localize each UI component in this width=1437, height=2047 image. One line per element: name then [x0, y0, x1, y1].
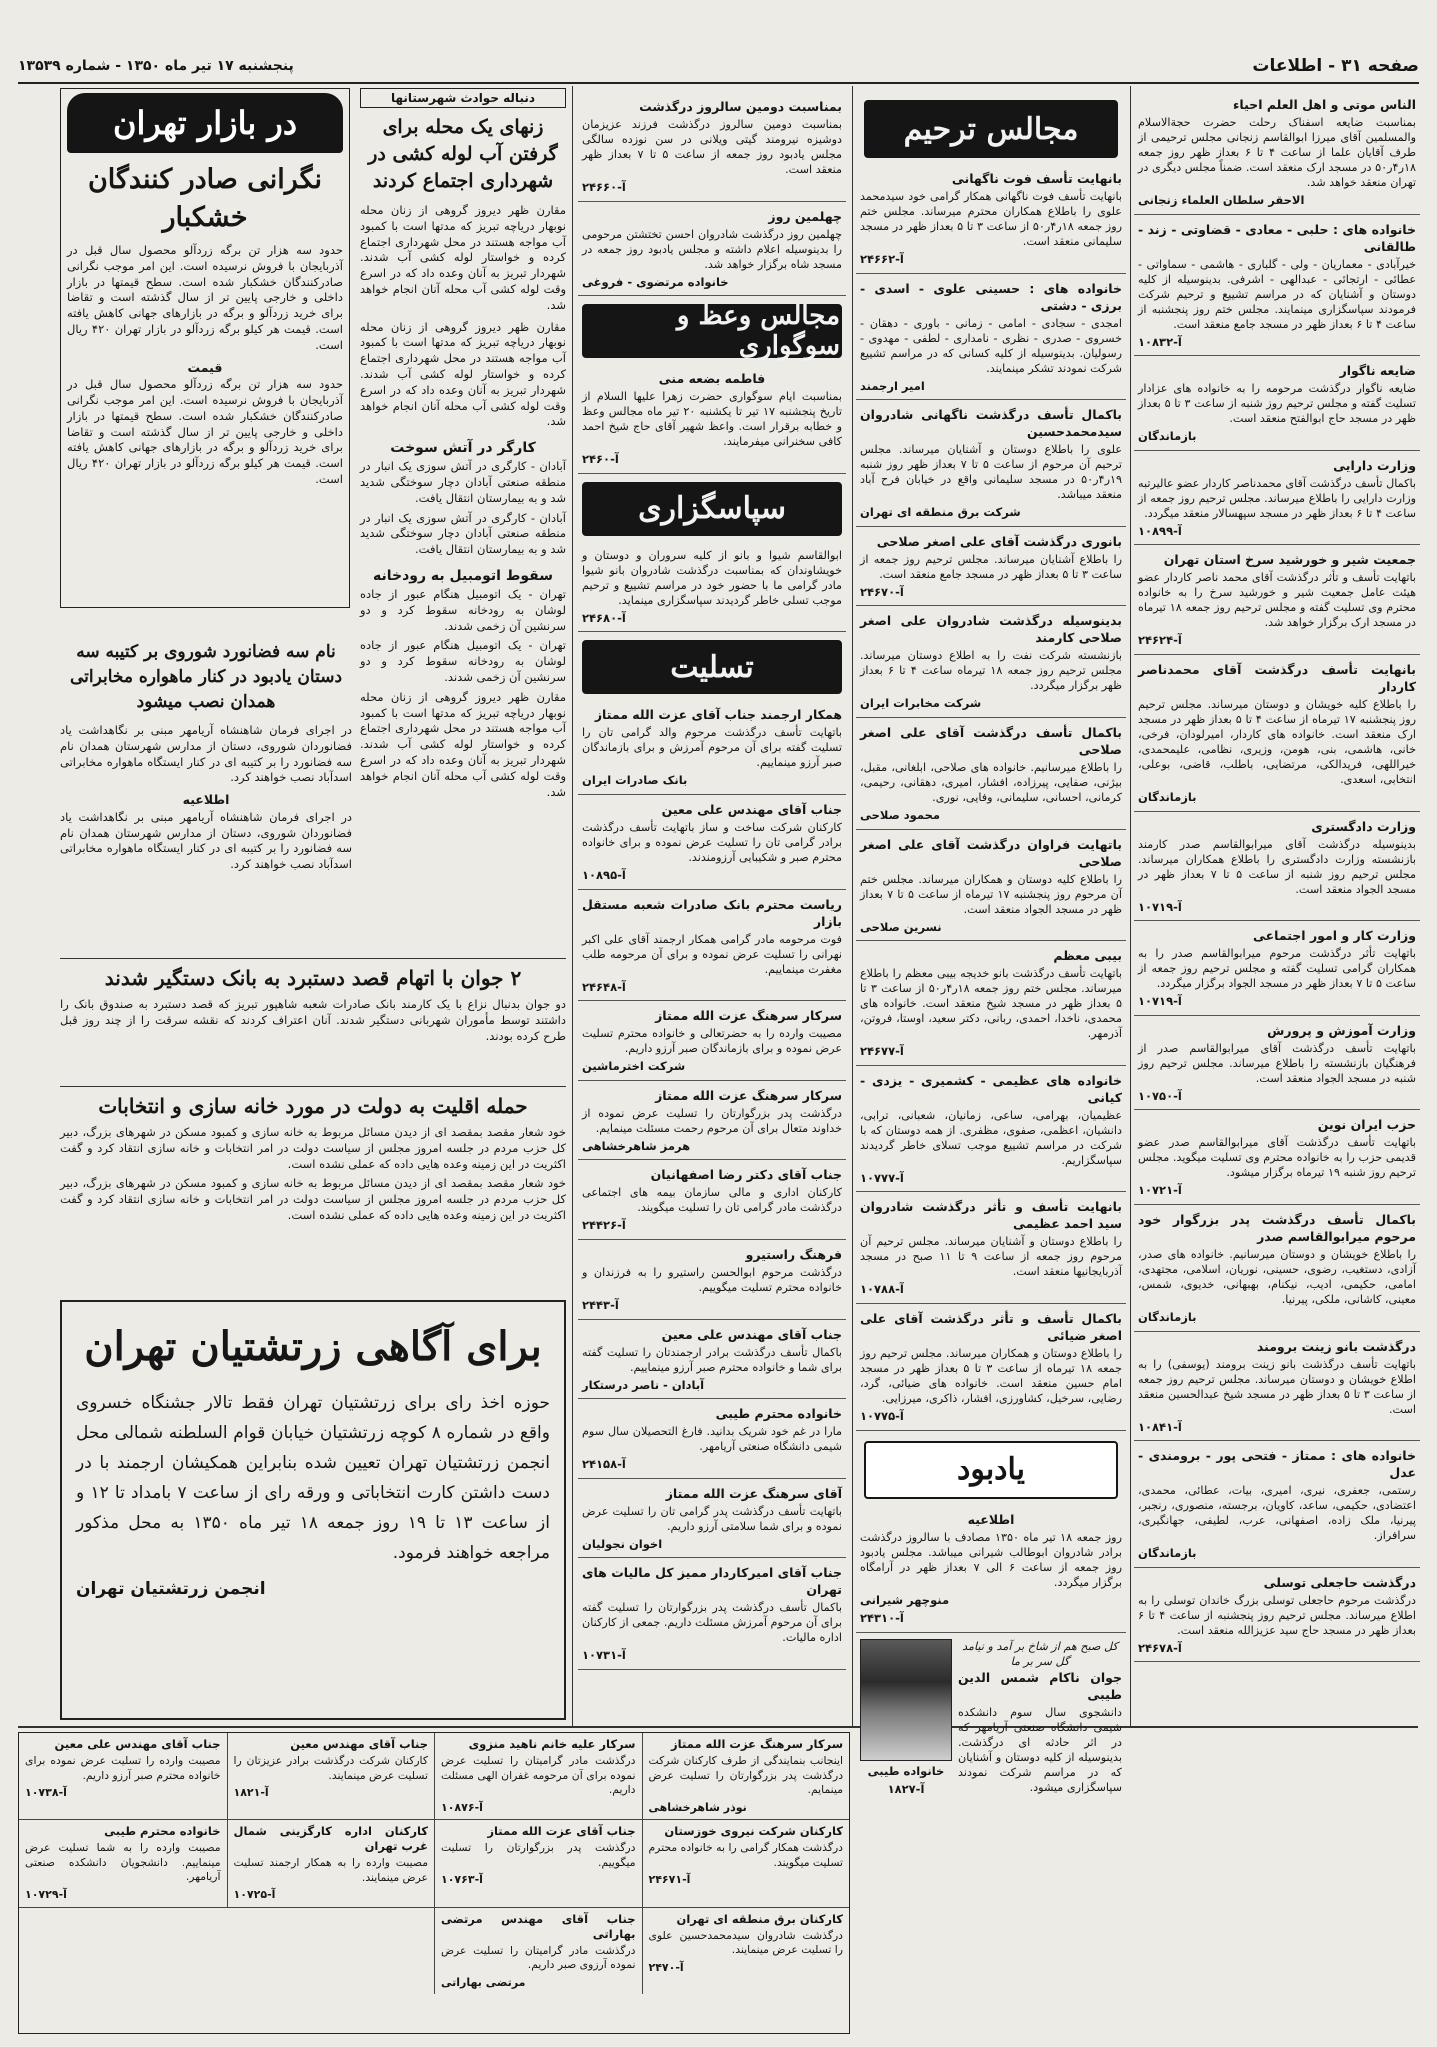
bottom-ad: خانواده محترم طیبی مصیبت وارده را به شما تسلیت عرض مینماییم. دانشجویان دانشکده صنعتی آریامهر. آ-۱۰۷۲۹ — [19, 1820, 227, 1908]
tarhim-notice: خانواده های عظیمی - کشمیری - یزدی - کیانی عظیمیان، بهرامی، ساعی، زمانیان، شعبانی، ترابی، دانشیان، اعظمی، صفوی، مظفری. از همه دوستان که با شرکت در مراسم تشییع موجب تسلای خاطر گردیدند سپاسگزاریم. آ-۱۰۷۷۷ — [856, 1066, 1126, 1193]
taslit-section-title: تسلیت — [670, 649, 754, 685]
taslit-section-banner — [582, 640, 842, 694]
worker-headline: کارگر در آتش سوخت — [390, 440, 536, 457]
vaz-notice: فاطمه بضعه منی بمناسبت ایام سوگواری حضرت زهرا علیها السلام از تاریخ پنجشنبه ۱۷ تیر تا یکشنبه ۲۰ تیر ماه مجالس وعظ و خطابه برقرار است. واعظ شهیر آقای حاج شیخ احمد کافی سخنرانی میفرمایند. آ-۲۴۶۰ — [578, 364, 846, 474]
bazar-box: در بازار تهران نگرانی صادر کنندگان خشکبار حدود سه هزار تن برگه زردآلو محصول سال قبل در آذربایجان با فروش نرسیده است. این امر موجب نگرانی صادرکنندگان خشکبار شده است. سطح قیمتها در بازار داخلی و خارجی پایین تر از سال گذشته است و تقاضا برای خرید زردآلو و برگه در بازارهای جهانی کاهش یافته است. قیمت هر کیلو برگه زردآلو در بازار تهران ۴۲۰ ریال است. قیمت حدود سه هزار تن برگه زردآلو محصول سال قبل در آذربایجان با فروش نرسیده است. این امر موجب نگرانی صادرکنندگان خشکبار شده است. سطح قیمتها در بازار داخلی و خارجی پایین تر از سال گذشته است و تقاضا برای خرید زردآلو و برگه در بازارهای جهانی کاهش یافته است. قیمت هر کیلو برگه زردآلو در بازار تهران ۴۲۰ ریال است. — [60, 88, 350, 608]
tarhim-notice: باکمال تأسف درگذشت ناگهانی شادروان سیدمحمدحسین علوی را باطلاع دوستان و آشنایان میرساند. مجلس ترحیم آن مرحوم از ساعت ۵ تا ۷ بعداز ظهر روز شنبه ۱۹ر۴ر۵۰ در مسجد سلیمانی واقع در خیابان فرح آباد منعقد میباشد. شرکت برق منطقه ای تهران — [856, 400, 1126, 527]
vaz-section-banner — [582, 301, 842, 362]
yadbood-section-title: یادبود — [956, 1452, 1026, 1488]
bottom-ad: کارکنان برق منطقه ای تهران درگذشت شادروان سیدمحمدحسین علوی را تسلیت عرض مینمایند. آ-۲۴۷۰ — [642, 1908, 850, 1995]
tarhim-notice: خانواده های : حلبی - معادی - قضاوتی - زند - طالقانی خیرآبادی - معماریان - ولی - گلباری - هاشمی - سماواتی - عطائی - ارتجائی - عبدالهی - اشرفی. بدینوسیله از کلیه دوستان و آشنایان که در مراسم تشییع و ترحیم شرکت فرمودند سپاسگزاری مینمایند. مجلس ختم روز پنجشنبه از ساعت ۴ تا ۶ بعداز ظهر در مسجد جامع منعقد است. آ-۱۰۸۳۲ — [1134, 215, 1420, 357]
bazar-body: حدود سه هزار تن برگه زردآلو محصول سال قبل در آذربایجان با فروش نرسیده است. این امر موجب نگرانی صادرکنندگان خشکبار شده است. سطح قیمتها در بازار داخلی و خارجی پایین تر از سال گذشته است و تقاضا برای خرید زردآلو و برگه در بازارهای جهانی کاهش یافته است. قیمت هر کیلو برگه زردآلو در بازار تهران ۴۲۰ ریال است. — [67, 243, 343, 352]
page-header — [18, 50, 1419, 84]
tarhim-notice: خانواده های : حسینی علوی - اسدی - برزی - دشتی امجدی - سجادی - امامی - زمانی - باوری - دهقان - خسروی - صدری - نظری - نامداری - لطفی - مهدوی - رسولیان. بدینوسیله از کلیه کسانی که در مراسم تشییع شرکت نمودند تشکر مینمایند. امیر ارجمند — [856, 274, 1126, 401]
taslit-notice: آقای سرهنگ عزت الله ممتاز باتهایت تأسف درگذشت پدر گرامی تان را تسلیت عرض نموده و برای شما سلامتی آرزو داریم. اخوان نجولیان — [578, 1479, 846, 1559]
taslit-notice: ریاست محترم بانک صادرات شعبه مستقل بازار فوت مرحومه مادر گرامی همکار ارجمند آقای علی اکبر نهرانی را تسلیت عرض نموده و برای آن مرحومه طلب مغفرت مینماییم. آ-۲۴۶۴۸ — [578, 890, 846, 1002]
tarhim-column-mid — [856, 96, 1126, 1797]
tarhim-notice: بدینوسیله درگذشت شادروان علی اصغر صلاحی کارمند بازنشسته شرکت نفت را به اطلاع دوستان میرساند. مجلس ترحیم روز جمعه ۱۸ تیرماه ساعت ۴ تا ۶ بعداز ظهر برگزار میگردد. شرکت مخابرات ایران — [856, 606, 1126, 718]
arrest-headline: ۲ جوان با اتهام قصد دستبرد به بانک دستگیر شدند — [104, 966, 522, 990]
sepas-notice: ابوالقاسم شیوا و بانو از کلیه سروران و دوستان و خویشاوندان که بمناسبت درگذشت شادروان بانو شیوا مادر گرامی ما با حضور خود در مراسم تشییع و ترحیم موجب تسلی خاطر گردیدند سپاسگزاری مینماید. آ-۲۴۶۸۰ — [578, 542, 846, 633]
tarhim-section-title: مجالس ترحیم — [903, 111, 1079, 147]
tarhim-notice: الناس موتی و اهل العلم احیاء بمناسبت ضایعه اسفناک رحلت حضرت حجةالاسلام والمسلمین آقای میرزا ابوالقاسم زنجانی مجلس ترحیمی از طرف آقایان علما از ساعت ۴ تا ۶ بعداز ظهر روز جمعه ۱۸ر۴ر۵۰ در مسجد ارک منعقد است. ضمناً مجلس دیگری در تهران منعقد خواهد شد. الاحقر سلطان العلماء زنجانی — [1134, 90, 1420, 215]
housing-body: خود شعار مقصد بمقصد ای از دیدن مسائل مربوط به خانه سازی و کمبود مسکن در شهرهای بزرگ، دبیر کل حزب مردم در جلسه امروز مجلس از سیاست دولت در امر انتخابات و خانه سازی انتقاد کرد و گفت اکثریت در این زمینه وعده هایی داده که عملی نشده است. — [60, 1125, 566, 1171]
bus-body: تهران - یک اتومبیل هنگام عبور از جاده لوشان به رودخانه سقوط کرد و دو سرنشین آن زخمی شدند. — [360, 586, 566, 633]
space-sub: اطلاعیه — [182, 792, 230, 808]
bottom-ads — [18, 1732, 850, 2034]
zoroastrian-body: حوزه اخذ رای برای زرتشتیان تهران فقط تالار جشنگاه خسروی واقع در شماره ۸ کوچه زرتشتیان خیابان قوام السلطنه شمالی محل انجمن زرتشتیان تهران تعیین شده بنابراین همکیشان ارجمند با در دست داشتن کارت انتخاباتی و ورقه رای از ساعت ۷ بامداد تا ۱۲ و از ساعت ۱۳ تا ۱۹ روز جمعه ۱۸ تیر ماه ۱۳۵۰ به محل مذکور مراجعه خواهند فرمود. — [76, 1393, 551, 1563]
bottom-ad: سرکار علیه خانم ناهید منزوی درگذشت مادر گرامیتان را تسلیت عرض نموده برای آن مرحومه غفران الهی مسئلت داریم. آ-۱۰۸۷۶ — [434, 1733, 642, 1820]
tarhim-notice: خانواده های : ممتاز - فتحی پور - برومندی - عدل رستمی، جعفری، نیری، امیری، بیات، عطائی، محمدی، اعتضادی، حکیمی، ساعد، کاویان، برجسته، منصوری، رنجبر، پیرنیا، ملک زاده، اصفهانی، عرب، لطیفی، جهانگیری، سرافراز. بازماندگان — [1134, 1441, 1420, 1568]
bottom-ad: جناب آقای عزت الله ممتاز درگذشت پدر بزرگوارتان را تسلیت میگوییم. آ-۱۰۷۶۳ — [434, 1820, 642, 1908]
tarhim-notice: باتهایت فراوان درگذشت آقای علی اصغر صلاحی را باطلاع کلیه دوستان و همکاران میرساند. مجلس ختم آن مرحوم روز پنجشنبه ۱۷ تیرماه از ساعت ۵ تا ۷ بعداز ظهر در مسجد الجواد منعقد است. نسرین صلاحی — [856, 830, 1126, 942]
portrait-photo — [860, 1639, 952, 1761]
taslit-notice: جناب آقای مهندس علی معین کارکنان شرکت ساخت و ساز باتهایت تأسف درگذشت برادر گرامی تان را تسلیت عرض نموده و برای خانواده محترم صبر و شکیبایی آرزومندند. آ-۱۰۸۹۵ — [578, 795, 846, 890]
tarhim-section-banner — [864, 100, 1118, 158]
bus-headline: سقوط اتومبیل به رودخانه — [373, 567, 553, 584]
taslit-notice: سرکار سرهنگ عزت الله ممتاز مصیبت وارده را به حضرتعالی و خانواده محترم تسلیت عرض نموده و برای بازماندگان صبر آرزو داریم. شرکت اخترماشین — [578, 1001, 846, 1081]
tarhim-notice: باکمال تأسف درگذشت آقای علی اصغر صلاحی را باطلاع میرسانیم. خانواده های صلاحی، ابلغانی، مقبل، بیژنی، صفایی، پیرزاده، افشار، امیری، دهقانی، رحیمی، کرمانی، احسانی، سلیمانی، وفایی، نوری. محمود صلاحی — [856, 718, 1126, 830]
worker-body: آبادان - کارگری در آتش سوزی یک انبار در منطقه صنعتی آبادان دچار سوختگی شدید شد و به بیمارستان انتقال یافت. — [360, 459, 566, 505]
provinces-column: دنباله حوادث شهرستانها زنهای یک محله برای گرفتن آب لوله کشی در شهرداری اجتماع کردند مقارن ظهر دیروز گروهی از زنان محله نوبهار دریاچه تبریز که مدتها است با کمبود آب مواجه هستند در محل شهرداری اجتماع کرده و خواستار لوله کشی آب شدند. شهردار تبریز به آنان وعده داد که در اسرع وقت لوله کشی آب محله آنان انجام خواهد شد. مقارن ظهر دیروز گروهی از زنان محله نوبهار دریاچه تبریز که مدتها است با کمبود آب مواجه هستند در محل شهرداری اجتماع کرده و خواستار لوله کشی آب شدند. شهردار تبریز به آنان وعده داد که در اسرع وقت لوله کشی آب محله آنان انجام خواهد شد. کارگر در آتش سوخت آبادان - کارگری در آتش سوزی یک انبار در منطقه صنعتی آبادان دچار سوختگی شدید شد و به بیمارستان انتقال یافت. آبادان - کارگری در آتش سوزی یک انبار در منطقه صنعتی آبادان دچار سوختگی شدید شد و به بیمارستان انتقال یافت. سقوط اتومبیل به رودخانه تهران - یک اتومبیل هنگام عبور از جاده لوشان به رودخانه سقوط کرد و دو سرنشین آن زخمی شدند. تهران - یک اتومبیل هنگام عبور از جاده لوشان به رودخانه سقوط کرد و دو سرنشین آن زخمی شدند. مقارن ظهر دیروز گروهی از زنان محله نوبهار دریاچه تبریز که مدتها است با کمبود آب مواجه هستند در محل شهرداری اجتماع کرده و خواستار لوله کشی آب شدند. شهردار تبریز به آنان وعده داد که در اسرع وقت لوله کشی آب محله آنان انجام خواهد شد. — [360, 88, 566, 888]
taslit-notice: سرکار سرهنگ عزت الله ممتاز درگذشت پدر بزرگوارتان را تسلیت عرض نموده از خداوند متعال برای آن مرحوم رحمت مسئلت مینمایم. هرمز شاهرخشاهی — [578, 1081, 846, 1161]
taslit-notice: جناب آقای امیرکاردار ممیز کل مالیات های تهران باکمال تأسف درگذشت پدر بزرگوارتان را تسلیت گفته برای آن مرحوم آمرزش مسئلت داریم. جمعی از کارکنان اداره مالیات. آ-۱۰۷۳۱ — [578, 1558, 846, 1670]
bottom-ad: جناب آقای مهندس معین کارکنان شرکت درگذشت برادر عزیزتان را تسلیت عرض مینمایند. آ-۱۸۲۱ — [227, 1733, 435, 1820]
memorial-notice: بمناسبت دومین سالروز درگذشت بمناسبت دومین سالروز درگذشت فرزند عزیزمان دوشیزه نیرومند گیتی ویلانی در سن نوزده سالگی مجلس یادبود روز جمعه از ساعت ۵ تا ۷ بعداز ظهر منعقد است. آ-۲۴۶۶۰ — [578, 92, 846, 202]
sepas-section-banner — [582, 482, 842, 536]
bazar-title: در بازار تهران — [67, 93, 343, 153]
tarhim-notice: درگذشت حاجعلی توسلی درگذشت مرحوم حاجعلی توسلی بزرگ خاندان توسلی را به اطلاع میرساند. مجلس ترحیم روز پنجشنبه از ساعت ۴ تا ۶ بعداز ظهر در مسجد حاج سید عزیزالله منعقد است. آ-۲۴۶۷۸ — [1134, 1568, 1420, 1663]
provinces-tag: دنباله حوادث شهرستانها — [360, 88, 566, 108]
taslit-notice: خانواده محترم طیبی مارا در غم خود شریک بدانید. فارغ التحصیلان سال سوم شیمی دانشگاه صنعتی آریامهر. آ-۲۴۱۵۸ — [578, 1399, 846, 1479]
zoroastrian-title: برای آگاهی زرتشتیان تهران — [84, 1323, 542, 1370]
space-headline: نام سه فضانورد شوروی بر کتیبه سه دستان یادبود در کنار ماهواره مخابراتی همدان نصب میشود — [69, 642, 343, 712]
tarhim-notice: بانهایت تأسف درگذشت آقای محمدناصر کاردار را باطلاع کلیه خویشان و دوستان میرساند. مجلس ترحیم روز پنجشنبه ۱۷ تیرماه از ساعت ۴ تا ۵ بعداز ظهر در مسجد ارک منعقد است. خانواده های کاردار، امیرلودان، فرخی، خانی، هاشمی، بنی، هومن، وزیری، نظامی، علیمحمدی، خیراللهی، فریدالکی، مرتضایی، باطلب، قاضی، بوعلی، انتخابی، اسعدی. بازماندگان — [1134, 655, 1420, 812]
tarhim-notice: بانهایت تأسف و تأثر درگذشت شادروان سید احمد عظیمی را باطلاع دوستان و آشنایان میرساند. مجلس ترحیم آن مرحوم روز جمعه از ساعت ۹ تا ۱۱ صبح در مسجد آذربایجانیها منعقد است. آ-۱۰۷۸۸ — [856, 1192, 1126, 1304]
taslit-notice: فرهنگ راستیرو درگذشت مرحوم ابوالحسن راستیرو را به فرزندان و خانواده محترم تسلیت میگوییم. آ-۲۴۴۳ — [578, 1240, 846, 1320]
bazar-headline: نگرانی صادر کنندگان خشکبار — [87, 164, 323, 233]
housing-headline: حمله اقلیت به دولت در مورد خانه سازی و انتخابات — [98, 1094, 528, 1118]
taslit-notice: همکار ارجمند جناب آقای عزت الله ممتاز باتهایت تأسف درگذشت مرحوم والد گرامی تان را تسلیت گفته برای آن مرحوم آمرزش و برای بازماندگان صبر آرزو مینماییم. بانک صادرات ایران — [578, 700, 846, 795]
vaz-section-title: مجالس وعظ و سوگواری — [676, 301, 840, 362]
tarhim-notice: وزارت دارایی باکمال تأسف درگذشت آقای محمدناصر کاردار عضو عالیرتبه وزارت دارایی را باطلاع میرساند. مجلس ترحیم روز جمعه از ساعت ۴ تا ۶ بعداز ظهر در مسجد سپهسالار منعقد میگردد. آ-۱۰۸۹۹ — [1134, 451, 1420, 546]
bottom-ad: جناب آقای مهندس علی معین مصیبت وارده را تسلیت عرض نموده برای خانواده محترم صبر آرزو داریم. آ-۱۰۷۳۸ — [19, 1733, 227, 1820]
housing-news: حمله اقلیت به دولت در مورد خانه سازی و انتخابات خود شعار مقصد بمقصد ای از دیدن مسائل مربوط به خانه سازی و کمبود مسکن در شهرهای بزرگ، دبیر کل حزب مردم در جلسه امروز مجلس از سیاست دولت در امر انتخابات و خانه سازی انتقاد کرد و گفت اکثریت در این زمینه وعده هایی داده که عملی نشده است. خود شعار مقصد بمقصد ای از دیدن مسائل مربوط به خانه سازی و کمبود مسکن در شهرهای بزرگ، دبیر کل حزب مردم در جلسه امروز مجلس از سیاست دولت در امر انتخابات و خانه سازی انتقاد کرد و گفت اکثریت در این زمینه وعده هایی داده که عملی نشده است. — [60, 1086, 566, 1287]
tarhim-notice: ضایعه ناگوار ضایعه ناگوار درگذشت مرحومه را به خانواده های عزادار تسلیت گفته و مجلس ترحیم روز شنبه از ساعت ۳ تا ۵ بعداز ظهر در مسجد حاج ابوالفتح منعقد است. بازماندگان — [1134, 356, 1420, 451]
tarhim-notice: بانوری درگذشت آقای علی اصغر صلاحی را باطلاع آشنایان میرساند. مجلس ترحیم روز جمعه از ساعت ۳ تا ۵ بعداز ظهر در مسجد جامع منعقد است. آ-۲۴۶۷۰ — [856, 527, 1126, 607]
yadbood-notice: اطلاعیه روز جمعه ۱۸ تیر ماه ۱۳۵۰ مصادف با سالروز درگذشت برادر شادروان ابوطالب شیرانی میباشد. مجلس یادبود روز جمعه از ساعت ۶ الی ۷ بعداز ظهر در آرامگاه برگزار میگردد. منوچهر شیرانی آ-۲۴۳۱۰ — [856, 1505, 1126, 1633]
sepas-section-title: سپاسگزاری — [638, 491, 786, 527]
tarhim-notice: باکمال تأسف و تأثر درگذشت آقای علی اصغر ضیائی را باطلاع دوستان و همکاران میرساند. مجلس ترحیم روز جمعه ۱۸ تیرماه از ساعت ۳ تا ۵ بعداز ظهر در مسجد امام حسین منعقد است. خانواده های ضیائی، گرد، رضایی، سرخیل، کشاورزی، افشار، ذاکری، میرزایی. آ-۱۰۷۷۵ — [856, 1304, 1126, 1431]
bazar-sub: قیمت — [187, 359, 223, 375]
tarhim-notice: باکمال تأسف درگذشت پدر بزرگوار خود مرحوم میرابوالقاسم صدر را باطلاع خویشان و دوستان میرسانیم. خانواده های صدر، آزادی، دستغیب، رضوی، حسینی، نوریان، اسلامی، مجتهدی، امامی، حکیمی، ادیب، نیکنام، بهبهانی، خدیوی، شمس، معینی، کاشانی، ملکی، پیرنیا. بازماندگان — [1134, 1205, 1420, 1332]
bottom-ad: جناب آقای مهندس مرتضی بهاراتی درگذشت مادر گرامیتان را تسلیت عرض نموده آرزوی صبر داریم. مرتضی بهاراتی — [434, 1908, 642, 1995]
tarhim-notice: وزارت آموزش و پرورش باتهایت تأسف درگذشت آقای میرابوالقاسم صدر از فرهنگیان بازنشسته را باطلاع میرساند. مجلس ترحیم روز شنبه در مسجد الجواد منعقد است. آ-۱۰۷۵۰ — [1134, 1016, 1420, 1111]
arrest-body: دو جوان بدنبال نزاع با یک کارمند بانک صادرات شعبه شاهپور تبریز که قصد دستبرد به صندوق بانک را داشتند توسط مأموران شهربانی دستگیر شدند. آنان اعتراف کردند که نقشه سرقت را از چند روز قبل طرح کرده بودند. — [60, 997, 566, 1043]
bottom-ad: سرکار سرهنگ عزت الله ممتاز اینجانب بنمایندگی از طرف کارکنان شرکت درگذشت پدر بزرگوارتان را تسلیت عرض مینمایم. نوذر شاهرخشاهی — [642, 1733, 850, 1820]
page-number: صفحه ۳۱ - اطلاعات — [1252, 56, 1419, 76]
yadbood-photo-notice: کل صبح هم از شاخ بر آمد و نیامد گل سر بر ما جوان ناکام شمس الدین طیبی دانشجوی سال سوم دانشکده شیمی دانشگاه صنعتی آریامهر که در اثر حادثه ای درگذشت. بدینوسیله از کلیه دوستان و آشنایان که در مراسم شرکت نمودند سپاسگزاری میشود. خانواده طیبی آ-۱۸۲۷ — [856, 1633, 1126, 1803]
arrest-news — [60, 958, 566, 1079]
tarhim-notice: بانهایت تأسف فوت ناگهانی بانهایت تأسف فوت ناگهانی همکار گرامی خود سیدمحمد علوی را باطلاع همکاران محترم میرساند. مجلس ختم روز جمعه ۱۸ر۴ر۵۰ از ساعت ۳ تا ۵ بعداز ظهر در مسجد سلیمانی منعقد است. آ-۲۴۶۶۲ — [856, 164, 1126, 274]
space-news: نام سه فضانورد شوروی بر کتیبه سه دستان یادبود در کنار ماهواره مخابراتی همدان نصب میشود در اجرای فرمان شاهنشاه آریامهر مبنی بر نگاهداشت یاد فضانوردان شوروی، دستان از مدارس شهرستان همدان نام سه فضانورد را بر کتیبه ای در کنار ایستگاه ماهواره مخابراتی اسدآباد نصب خواهند کرد. اطلاعیه در اجرای فرمان شاهنشاه آریامهر مبنی بر نگاهداشت یاد فضانوردان شوروی، دستان از مدارس شهرستان همدان نام سه فضانورد را بر کتیبه ای در کنار ایستگاه ماهواره مخابراتی اسدآباد نصب خواهند کرد. — [60, 642, 352, 872]
taslit-notice: جناب آقای مهندس علی معین باکمال تأسف درگذشت برادر ارجمندتان را تسلیت گفته برای شما و خانواده محترم صبر آرزو مینماییم. آبادان - ناصر درستکار — [578, 1320, 846, 1400]
taslit-notice: جناب آقای دکتر رضا اصفهانیان کارکنان اداری و مالی سازمان بیمه های اجتماعی درگذشت مادر گرامی تان را تسلیت میگویند. آ-۲۴۴۲۶ — [578, 1160, 846, 1240]
zoroastrian-ad — [60, 1300, 566, 1720]
women-body: مقارن ظهر دیروز گروهی از زنان محله نوبهار دریاچه تبریز که مدتها است با کمبود آب مواجه هستند در محل شهرداری اجتماع کرده و خواستار لوله کشی آب شدند. شهردار تبریز به آنان وعده داد که در اسرع وقت لوله کشی آب محله آنان انجام خواهد شد. — [360, 203, 566, 312]
zoroastrian-sign: انجمن زرتشتیان تهران — [76, 1579, 266, 1599]
tarhim-notice: وزارت دادگستری بدینوسیله درگذشت آقای میرابوالقاسم صدر کارمند بازنشسته وزارت دادگستری را باطلاع همکاران میرساند. مجلس ترحیم روز شنبه از ساعت ۵ تا ۷ بعداز ظهر در مسجد الجواد منعقد است. آ-۱۰۷۱۹ — [1134, 812, 1420, 922]
tarhim-notice: حزب ایران نوین باتهایت تأسف درگذشت آقای میرابوالقاسم صدر عضو قدیمی حزب را به خانواده محترم وی تسلیت میگوید. مجلس ترحیم روز شنبه ۱۹ تیرماه برگزار میشود. آ-۱۰۷۲۱ — [1134, 1110, 1420, 1205]
notices-column — [578, 92, 846, 1720]
memorial-notice: چهلمین روز چهلمین روز درگذشت شادروان احسن تختشتن مرحومی را بدینوسیله اعلام داشته و مجلس یادبود روز جمعه در مسجد شاه برگزار خواهد شد. خانواده مرتضوی - فروغی — [578, 202, 846, 297]
issue-date: پنجشنبه ۱۷ تیر ماه ۱۳۵۰ - شماره ۱۳۵۳۹ — [18, 58, 294, 74]
tarhim-notice: بیبی معظم باتهایت تأسف درگذشت بانو خدیجه بیبی معظم را باطلاع میرساند. مجلس ختم روز جمعه ۱۸ر۴ر۵۰ از ساعت ۳ تا ۵ بعداز ظهر در مسجد شیخ منعقد است. خانواده های محمدی، ناخدا، احمدی، ربانی، دکتر سعید، اوستا، فروتن، آذرمهر. آ-۲۴۶۷۷ — [856, 941, 1126, 1066]
tarhim-column-right — [1134, 90, 1420, 1720]
tarhim-notice: وزارت کار و امور اجتماعی باتهایت تأثر درگذشت مرحوم میرابوالقاسم صدر را به همکاران گرامی تسلیت گفته و مجلس ترحیم روز جمعه از ساعت ۵ تا ۷ بعداز ظهر در مسجد الجواد برگزار میگردد. آ-۱۰۷۱۹ — [1134, 921, 1420, 1016]
bottom-ad: کارکنان شرکت نیروی خوزستان درگذشت همکار گرامی را به خانواده محترم تسلیت میگویند. آ-۲۴۶۷۱ — [642, 1820, 850, 1908]
women-headline: زنهای یک محله برای گرفتن آب لوله کشی در شهرداری اجتماع کردند — [368, 116, 558, 192]
tarhim-notice: درگذشت بانو زینت برومند باتهایت تأسف درگذشت بانو زینت برومند (یوسفی) را به اطلاع خویشان و دوستان میرساند. مجلس ترحیم روز جمعه از ساعت ۳ تا ۵ بعداز ظهر در مسجد شیخ عبدالحسین منعقد است. آ-۱۰۸۴۱ — [1134, 1332, 1420, 1442]
tarhim-notice: جمعیت شیر و خورشید سرخ استان تهران باتهایت تأسف و تأثر درگذشت آقای محمد ناصر کاردار عضو هیئت عامل جمعیت شیر و خورشید سرخ را به خانواده محترم وی تسلیت گفته و مجلس ترحیم روز جمعه ۱۸ تیرماه در مسجد ارک برگزار خواهد شد. آ-۲۴۶۲۴ — [1134, 545, 1420, 655]
space-body: در اجرای فرمان شاهنشاه آریامهر مبنی بر نگاهداشت یاد فضانوردان شوروی، دستان از مدارس شهرستان همدان نام سه فضانورد را بر کتیبه ای در کنار ایستگاه ماهواره مخابراتی اسدآباد نصب خواهند کرد. — [60, 723, 352, 785]
yadbood-section-banner — [864, 1441, 1118, 1499]
bottom-ad: کارکنان اداره کارگزینی شمال غرب تهران مصیبت وارده را به همکار ارجمند تسلیت عرض مینمایند. آ-۱۰۷۲۵ — [227, 1820, 435, 1908]
